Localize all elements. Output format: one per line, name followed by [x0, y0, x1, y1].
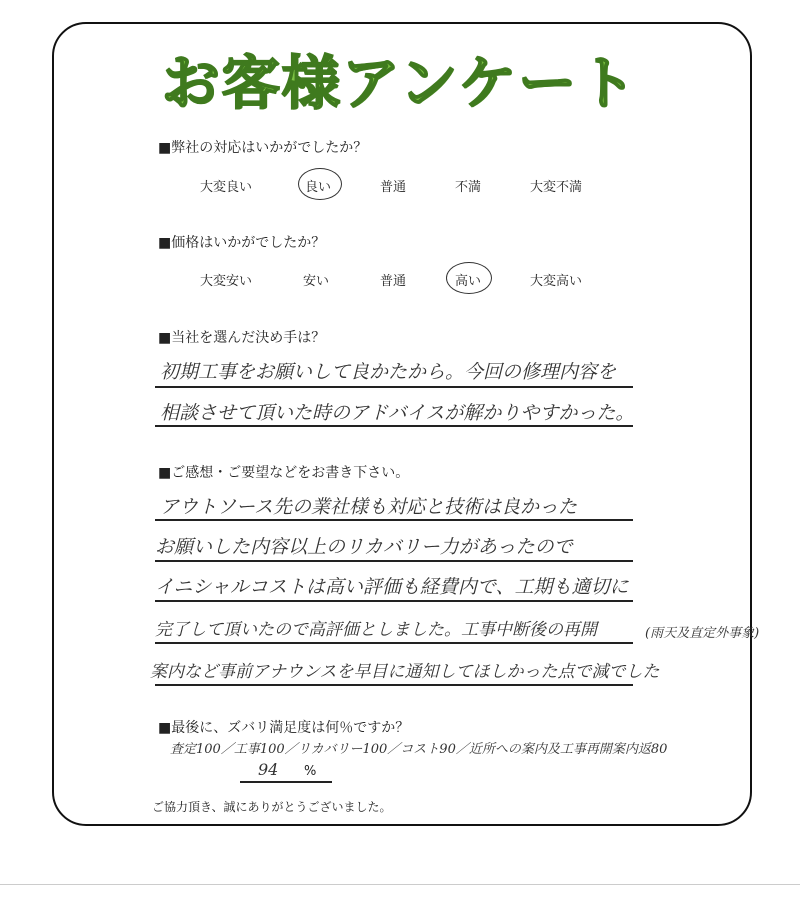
q1-option-4: 不満 [455, 180, 482, 195]
q4-rule-3 [155, 600, 633, 602]
q4-rule-5 [155, 684, 633, 686]
q3-rule-1 [155, 386, 633, 388]
question-1: ■弊社の対応はいかがでしたか？ [158, 140, 368, 156]
q4-rule-2 [155, 560, 633, 562]
q4-answer-line-4: 完了して頂いたので高評価としました。工事中断後の再開 [155, 620, 597, 640]
q4-answer-line-3: イニシャルコストは高い評価も経費内で、工期も適切に [155, 576, 629, 598]
q2-option-5: 大変高い [530, 274, 583, 289]
thank-you-note: ご協力頂き、誠にありがとうございました。 [152, 800, 392, 814]
q5-score: 94 [258, 760, 279, 779]
q2-option-4: 高い [455, 274, 482, 289]
question-2: ■価格はいかがでしたか？ [158, 235, 326, 251]
q5-score-rule [240, 781, 332, 783]
survey-title: お客様アンケート [161, 49, 639, 117]
q5-percent-unit: % [304, 764, 317, 779]
q2-option-2: 安い [303, 274, 330, 289]
question-5: ■最後に、ズバリ満足度は何％ですか？ [158, 720, 410, 736]
q2-option-3: 普通 [380, 274, 407, 289]
question-3: ■当社を選んだ決め手は？ [158, 330, 326, 346]
q1-option-3: 普通 [380, 180, 407, 195]
q4-answer-line-1: アウトソース先の業社様も対応と技術は良かった [160, 496, 578, 518]
q2-option-1: 大変安い [200, 274, 253, 289]
q3-rule-2 [155, 425, 633, 427]
q4-answer-line-5: 案内など事前アナウンスを早目に通知してほしかった点で減でした [150, 662, 660, 682]
q5-breakdown: 査定100／工事100／リカバリー100／コスト90／近所への案内及工事再開案内返80 [170, 742, 668, 757]
q4-note: (雨天及直定外事象) [645, 626, 760, 641]
q4-rule-1 [155, 519, 633, 521]
q1-option-2: 良い [305, 180, 332, 195]
q1-option-5: 大変不満 [530, 180, 583, 195]
question-4: ■ご感想・ご要望などをお書き下さい。 [158, 465, 410, 481]
q3-answer-line-1: 初期工事をお願いして良かたから。今回の修理内容を [160, 361, 617, 383]
q3-answer-line-2: 相談させて頂いた時のアドバイスが解かりやすかった。 [160, 402, 635, 424]
q4-answer-line-2: お願いした内容以上のリカバリー力があったので [155, 536, 573, 558]
scan-edge-line [0, 884, 800, 885]
q4-rule-4 [155, 642, 633, 644]
q1-option-1: 大変良い [200, 180, 253, 195]
